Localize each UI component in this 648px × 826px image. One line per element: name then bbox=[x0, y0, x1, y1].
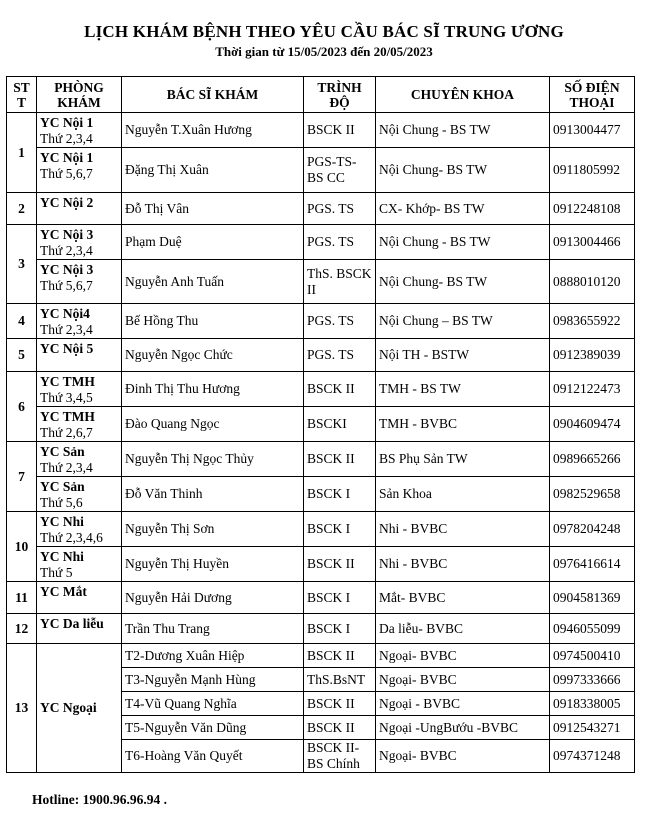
specialty: Ngoại - BVBC bbox=[376, 692, 550, 716]
room-cell bbox=[37, 339, 122, 372]
doctor-degree: ThS.BsNT bbox=[304, 668, 376, 692]
hotline: Hotline: 1900.96.96.94 . bbox=[32, 792, 167, 807]
table-row bbox=[7, 193, 635, 225]
header-stt: ST T bbox=[7, 77, 37, 113]
room-days: Thứ 2,3,4 bbox=[40, 131, 93, 146]
room-days: Thứ 2,3,4 bbox=[40, 460, 93, 475]
doctor-name: Nguyễn Hải Dương bbox=[122, 582, 304, 614]
specialty: TMH - BVBC bbox=[376, 407, 550, 442]
doctor-degree: BSCK II-BS Chính bbox=[304, 740, 376, 773]
phone-number: 0918338005 bbox=[550, 692, 635, 716]
row-number: 13 bbox=[7, 644, 37, 773]
row-number: 5 bbox=[7, 339, 37, 372]
doctor-degree: PGS. TS bbox=[304, 193, 376, 225]
doctor-degree: PGS. TS bbox=[304, 339, 376, 372]
room-days: Thứ 2,6,7 bbox=[40, 425, 93, 440]
room-name: YC Nội 5 bbox=[40, 341, 94, 356]
schedule-table bbox=[6, 76, 635, 773]
specialty: Nội Chung- BS TW bbox=[376, 148, 550, 193]
room-name: YC Nội 2 bbox=[40, 195, 94, 210]
header-degree: TRÌNH ĐỘ bbox=[304, 77, 376, 113]
room-days: Thứ 3,4,5 bbox=[40, 390, 93, 405]
room-name: YC Ngoại bbox=[40, 700, 97, 715]
table-row bbox=[7, 225, 635, 260]
doctor-name: Nguyễn Thị Huyền bbox=[122, 547, 304, 582]
room-cell bbox=[37, 407, 122, 442]
room-name: YC Nhi bbox=[40, 549, 84, 564]
phone-number: 0904581369 bbox=[550, 582, 635, 614]
phone-number: 0974371248 bbox=[550, 740, 635, 773]
header-specialty: CHUYÊN KHOA bbox=[376, 77, 550, 113]
doctor-name: T5-Nguyễn Văn Dũng bbox=[122, 716, 304, 740]
room-cell bbox=[37, 225, 122, 260]
doctor-degree: BSCK I bbox=[304, 582, 376, 614]
doctor-name: Đinh Thị Thu Hương bbox=[122, 372, 304, 407]
row-number: 7 bbox=[7, 442, 37, 512]
table-row bbox=[7, 442, 635, 477]
phone-number: 0913004477 bbox=[550, 113, 635, 148]
doctor-name: Nguyễn T.Xuân Hương bbox=[122, 113, 304, 148]
doctor-name: Đặng Thị Xuân bbox=[122, 148, 304, 193]
specialty: Nội TH - BSTW bbox=[376, 339, 550, 372]
header-room: PHÒNG KHÁM bbox=[37, 77, 122, 113]
doctor-name: Đỗ Thị Vân bbox=[122, 193, 304, 225]
room-cell bbox=[37, 304, 122, 339]
row-number: 6 bbox=[7, 372, 37, 442]
table-row bbox=[7, 260, 635, 304]
specialty: Nhi - BVBC bbox=[376, 512, 550, 547]
doctor-degree: BSCKI bbox=[304, 407, 376, 442]
room-name: YC Nội 1 bbox=[40, 150, 94, 165]
doctor-name: Phạm Duệ bbox=[122, 225, 304, 260]
phone-number: 0911805992 bbox=[550, 148, 635, 193]
doctor-degree: BSCK II bbox=[304, 644, 376, 668]
specialty: Nội Chung - BS TW bbox=[376, 225, 550, 260]
header-phone: SỐ ĐIỆN THOẠI bbox=[550, 77, 635, 113]
doctor-degree: PGS-TS-BS CC bbox=[304, 148, 376, 193]
phone-number: 0982529658 bbox=[550, 477, 635, 512]
phone-number: 0946055099 bbox=[550, 614, 635, 644]
doctor-name: Đỗ Văn Thinh bbox=[122, 477, 304, 512]
room-name: YC Nội 1 bbox=[40, 115, 94, 130]
phone-number: 0904609474 bbox=[550, 407, 635, 442]
phone-number: 0912248108 bbox=[550, 193, 635, 225]
room-cell bbox=[37, 113, 122, 148]
room-cell bbox=[37, 512, 122, 547]
doctor-name: Nguyễn Ngọc Chức bbox=[122, 339, 304, 372]
specialty: Nội Chung - BS TW bbox=[376, 113, 550, 148]
specialty: Nhi - BVBC bbox=[376, 547, 550, 582]
room-cell bbox=[37, 644, 122, 773]
specialty: Ngoại- BVBC bbox=[376, 740, 550, 773]
phone-number: 0983655922 bbox=[550, 304, 635, 339]
phone-number: 0913004466 bbox=[550, 225, 635, 260]
doctor-degree: PGS. TS bbox=[304, 225, 376, 260]
row-number: 2 bbox=[7, 193, 37, 225]
table-row bbox=[7, 339, 635, 372]
specialty: Ngoại -UngBướu -BVBC bbox=[376, 716, 550, 740]
table-row bbox=[7, 582, 635, 614]
doctor-name: Đào Quang Ngọc bbox=[122, 407, 304, 442]
doctor-name: Trần Thu Trang bbox=[122, 614, 304, 644]
specialty: TMH - BS TW bbox=[376, 372, 550, 407]
room-cell bbox=[37, 372, 122, 407]
room-name: YC Nội4 bbox=[40, 306, 90, 321]
table-row bbox=[7, 477, 635, 512]
doctor-name: Nguyễn Thị Sơn bbox=[122, 512, 304, 547]
room-days: Thứ 5 bbox=[40, 565, 73, 580]
table-row bbox=[7, 113, 635, 148]
doctor-name: Nguyễn Anh Tuấn bbox=[122, 260, 304, 304]
table-row bbox=[7, 512, 635, 547]
table-row bbox=[7, 407, 635, 442]
doctor-name: Bế Hồng Thu bbox=[122, 304, 304, 339]
room-days: Thứ 2,3,4 bbox=[40, 322, 93, 337]
doctor-degree: BSCK II bbox=[304, 692, 376, 716]
doctor-degree: BSCK I bbox=[304, 614, 376, 644]
phone-number: 0912389039 bbox=[550, 339, 635, 372]
specialty: Nội Chung – BS TW bbox=[376, 304, 550, 339]
phone-number: 0978204248 bbox=[550, 512, 635, 547]
doctor-degree: BSCK II bbox=[304, 113, 376, 148]
date-range: Thời gian từ 15/05/2023 đến 20/05/2023 bbox=[215, 44, 433, 59]
room-cell bbox=[37, 442, 122, 477]
doctor-degree: ThS. BSCK II bbox=[304, 260, 376, 304]
room-cell bbox=[37, 477, 122, 512]
specialty: Da liễu- BVBC bbox=[376, 614, 550, 644]
room-name: YC Nội 3 bbox=[40, 262, 94, 277]
specialty: Sản Khoa bbox=[376, 477, 550, 512]
room-name: YC TMH bbox=[40, 374, 95, 389]
room-days: Thứ 2,3,4 bbox=[40, 243, 93, 258]
header-doctor: BÁC SĨ KHÁM bbox=[122, 77, 304, 113]
room-cell bbox=[37, 260, 122, 304]
table-row bbox=[7, 372, 635, 407]
phone-number: 0974500410 bbox=[550, 644, 635, 668]
phone-number: 0997333666 bbox=[550, 668, 635, 692]
room-days: Thứ 2,3,4,6 bbox=[40, 530, 103, 545]
table-row bbox=[7, 547, 635, 582]
phone-number: 0912543271 bbox=[550, 716, 635, 740]
phone-number: 0989665266 bbox=[550, 442, 635, 477]
room-cell bbox=[37, 148, 122, 193]
doctor-degree: BSCK II bbox=[304, 442, 376, 477]
doctor-name: T2-Dương Xuân Hiệp bbox=[122, 644, 304, 668]
doctor-name: T3-Nguyễn Mạnh Hùng bbox=[122, 668, 304, 692]
specialty: BS Phụ Sản TW bbox=[376, 442, 550, 477]
room-name: YC Nội 3 bbox=[40, 227, 94, 242]
table-row bbox=[7, 304, 635, 339]
room-days: Thứ 5,6,7 bbox=[40, 278, 93, 293]
doctor-name: T4-Vũ Quang Nghĩa bbox=[122, 692, 304, 716]
doctor-degree: BSCK II bbox=[304, 372, 376, 407]
table-row bbox=[7, 614, 635, 644]
phone-number: 0888010120 bbox=[550, 260, 635, 304]
room-cell bbox=[37, 547, 122, 582]
doctor-name: Nguyễn Thị Ngọc Thủy bbox=[122, 442, 304, 477]
doctor-degree: PGS. TS bbox=[304, 304, 376, 339]
room-cell bbox=[37, 614, 122, 644]
phone-number: 0976416614 bbox=[550, 547, 635, 582]
table-row bbox=[7, 644, 635, 668]
specialty: Nội Chung- BS TW bbox=[376, 260, 550, 304]
row-number: 1 bbox=[7, 113, 37, 193]
room-cell bbox=[37, 582, 122, 614]
row-number: 4 bbox=[7, 304, 37, 339]
row-number: 3 bbox=[7, 225, 37, 304]
specialty: CX- Khớp- BS TW bbox=[376, 193, 550, 225]
room-name: YC TMH bbox=[40, 409, 95, 424]
phone-number: 0912122473 bbox=[550, 372, 635, 407]
doctor-name: T6-Hoàng Văn Quyết bbox=[122, 740, 304, 773]
row-number: 12 bbox=[7, 614, 37, 644]
row-number: 11 bbox=[7, 582, 37, 614]
room-days: Thứ 5,6 bbox=[40, 495, 83, 510]
specialty: Ngoại- BVBC bbox=[376, 668, 550, 692]
room-days: Thứ 5,6,7 bbox=[40, 166, 93, 181]
specialty: Ngoại- BVBC bbox=[376, 644, 550, 668]
room-cell bbox=[37, 193, 122, 225]
specialty: Mắt- BVBC bbox=[376, 582, 550, 614]
room-name: YC Sản bbox=[40, 479, 85, 494]
room-name: YC Da liễu bbox=[40, 616, 104, 631]
doctor-degree: BSCK II bbox=[304, 547, 376, 582]
doctor-degree: BSCK II bbox=[304, 716, 376, 740]
room-name: YC Mắt bbox=[40, 584, 87, 599]
page-title: LỊCH KHÁM BỆNH THEO YÊU CẦU BÁC SĨ TRUNG ƯƠNG bbox=[84, 22, 564, 41]
table-header-row bbox=[7, 77, 635, 113]
room-name: YC Sản bbox=[40, 444, 85, 459]
row-number: 10 bbox=[7, 512, 37, 582]
room-name: YC Nhi bbox=[40, 514, 84, 529]
doctor-degree: BSCK I bbox=[304, 477, 376, 512]
table-row bbox=[7, 148, 635, 193]
doctor-degree: BSCK I bbox=[304, 512, 376, 547]
